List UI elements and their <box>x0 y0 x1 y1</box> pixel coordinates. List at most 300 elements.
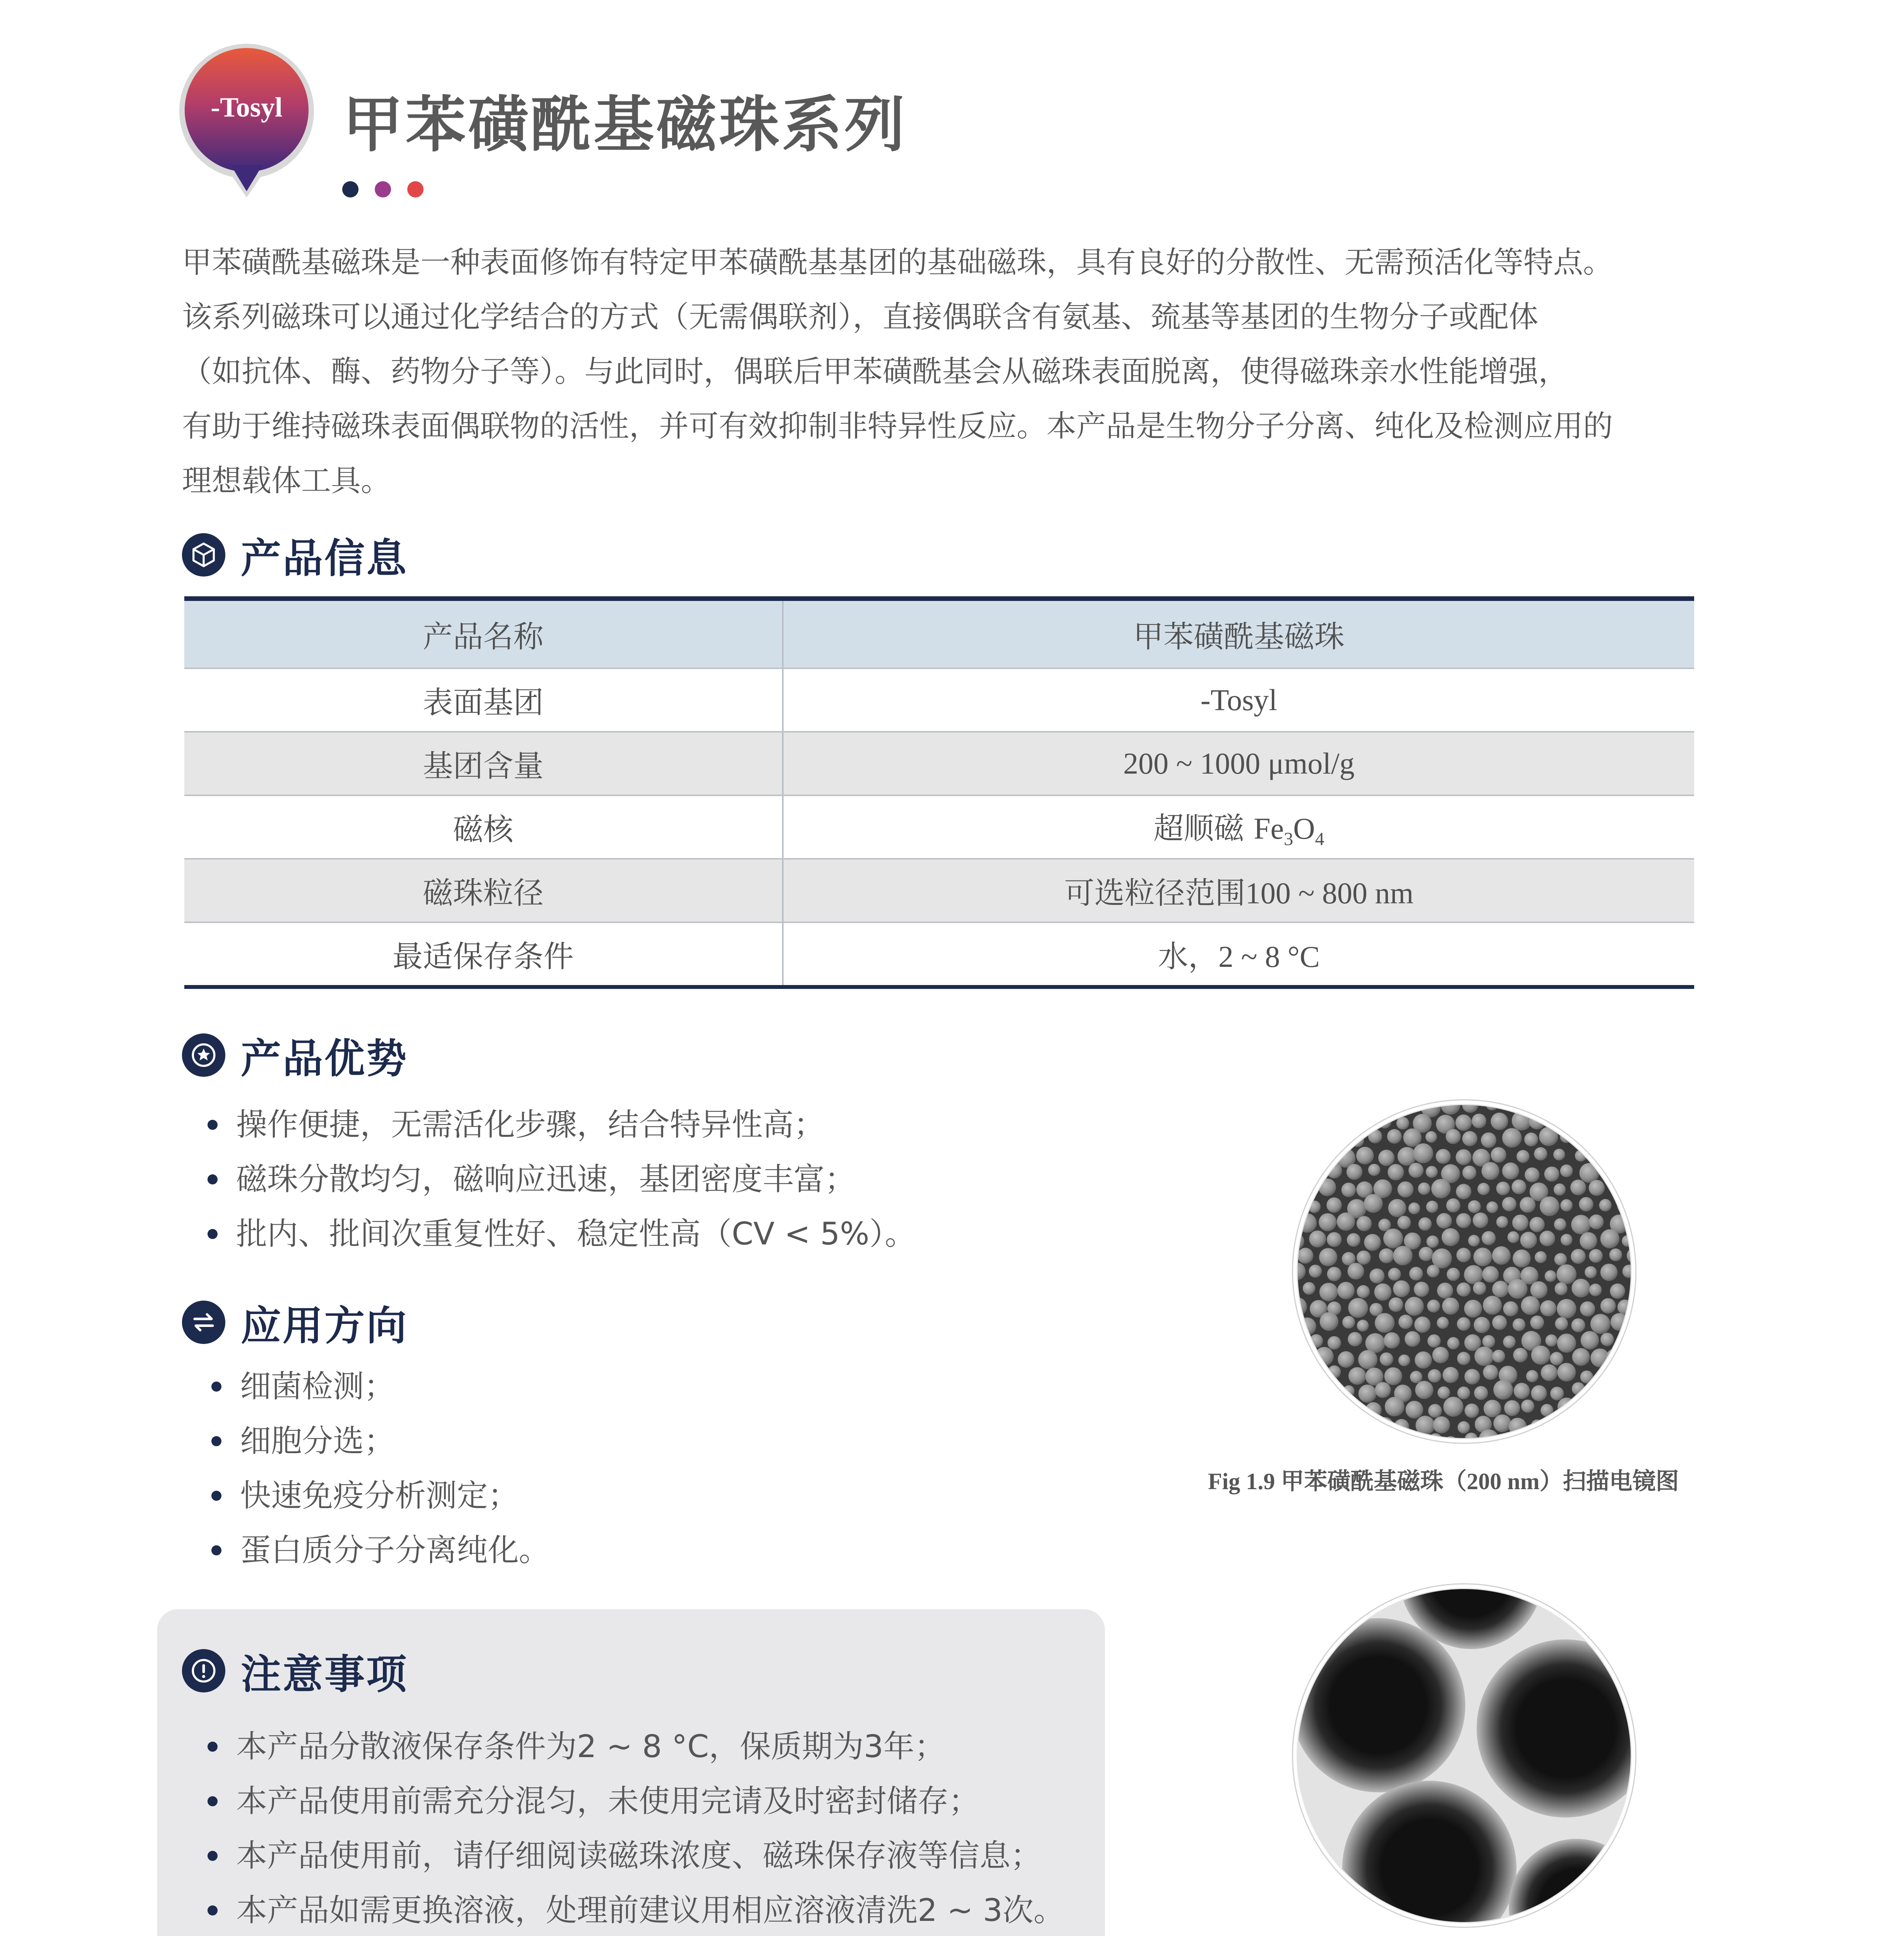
sem-bead <box>1512 1111 1532 1131</box>
table-header-row <box>184 599 1694 668</box>
sem-bead <box>1496 1182 1510 1195</box>
tem-particles-image <box>1298 1589 1631 1922</box>
sem-bead <box>1492 1315 1507 1330</box>
sem-bead <box>1365 1333 1385 1353</box>
row-label: 最适保存条件 <box>184 922 783 987</box>
sem-bead <box>1468 1235 1480 1246</box>
sem-bead <box>1618 1335 1631 1351</box>
sem-bead <box>1462 1131 1477 1146</box>
list-item: 细菌检测； <box>186 1359 550 1414</box>
sem-bead <box>1530 1316 1544 1330</box>
sem-bead <box>1621 1105 1631 1110</box>
sem-bead <box>1394 1419 1409 1434</box>
sem-bead <box>1588 1111 1607 1129</box>
decor-dot-navy <box>342 181 359 197</box>
sem-bead <box>1477 1183 1490 1195</box>
sem-bead <box>1447 1337 1460 1349</box>
section-title: 产品信息 <box>241 535 408 582</box>
sem-bead <box>1557 1334 1576 1352</box>
badge-label: -Tosyl <box>211 92 283 123</box>
sem-bead <box>1570 1116 1587 1132</box>
sem-bead <box>1540 1196 1559 1216</box>
sem-bead <box>1303 1282 1316 1295</box>
list-item: 细胞分选； <box>186 1414 550 1468</box>
sem-bead <box>1298 1213 1317 1233</box>
sem-bead <box>1341 1113 1357 1129</box>
sem-bead <box>1557 1264 1576 1284</box>
sem-bead <box>1365 1402 1382 1418</box>
sem-bead <box>1375 1313 1395 1333</box>
sem-bead <box>1319 1213 1336 1231</box>
sem-bead <box>1613 1115 1625 1127</box>
notes-heading <box>182 1646 408 1696</box>
sem-bead <box>1465 1404 1479 1418</box>
sem-bead <box>1398 1315 1413 1329</box>
sem-bead <box>1572 1382 1585 1395</box>
sem-bead <box>1456 1248 1471 1263</box>
sem-bead <box>1553 1149 1565 1160</box>
table-row <box>184 795 1694 859</box>
sem-bead <box>1358 1350 1377 1370</box>
sem-bead <box>1374 1284 1392 1301</box>
intro-line: 该系列磁珠可以通过化学结合的方式（无需偶联剂），直接偶联含有氨基、巯基等基团的生物分子或配体 <box>182 300 1539 335</box>
sem-bead <box>1530 1217 1545 1232</box>
sem-bead <box>1298 1318 1316 1335</box>
sem-bead <box>1301 1114 1313 1126</box>
sem-bead <box>1599 1199 1612 1212</box>
sem-bead <box>1472 1114 1486 1128</box>
sem-bead <box>1343 1385 1355 1397</box>
sem-bead <box>1375 1382 1391 1398</box>
sem-bead <box>1554 1253 1567 1266</box>
sem-bead <box>1309 1334 1323 1348</box>
decor-dot-purple <box>375 181 391 197</box>
advantages-heading <box>182 1030 408 1080</box>
sem-bead <box>1456 1184 1472 1200</box>
sem-bead <box>1629 1416 1631 1436</box>
sem-bead <box>1447 1268 1460 1281</box>
exclamation-icon <box>182 1649 225 1692</box>
sem-bead <box>1623 1403 1631 1415</box>
figure-caption-sem: Fig 1.9 甲苯磺酰基磁珠（200 nm）扫描电镜图 <box>1208 1469 1679 1494</box>
sem-bead <box>1558 1398 1576 1416</box>
sem-bead <box>1357 1320 1369 1332</box>
sem-bead <box>1337 1282 1355 1299</box>
sem-bead <box>1427 1334 1441 1347</box>
sem-bead <box>1482 1231 1496 1245</box>
sem-bead <box>1418 1183 1431 1195</box>
sem-bead <box>1464 1265 1483 1284</box>
sem-bead <box>1299 1416 1316 1433</box>
sem-bead <box>1520 1197 1535 1213</box>
sem-bead <box>1432 1347 1449 1363</box>
sem-bead <box>1571 1215 1590 1234</box>
list-item: 批内、批间次重复性好、稳定性高（CV < 5%）。 <box>182 1207 916 1261</box>
decor-dot-red <box>407 181 424 197</box>
sem-bead <box>1315 1382 1335 1401</box>
table-header-cell: 产品名称 <box>184 599 783 668</box>
sem-bead <box>1503 1301 1518 1316</box>
sem-bead <box>1456 1149 1472 1165</box>
sem-bead <box>1427 1265 1439 1278</box>
sem-bead <box>1585 1266 1597 1278</box>
sem-bead <box>1596 1397 1614 1416</box>
row-value: 200 ~ 1000 μmol/g <box>783 732 1694 795</box>
sem-bead <box>1525 1167 1539 1182</box>
sem-bead <box>1403 1128 1422 1146</box>
value-prefix: 可选粒径范围 <box>1064 876 1245 911</box>
sem-bead <box>1491 1147 1506 1163</box>
sem-bead <box>1516 1150 1529 1163</box>
sem-bead <box>1600 1264 1618 1281</box>
sem-bead <box>1581 1331 1599 1349</box>
sem-bead <box>1580 1371 1593 1383</box>
list-item: 本产品如需更换溶液，处理前建议用相应溶液清洗2 ~ 3次。 <box>182 1883 1065 1936</box>
sem-bead <box>1535 1251 1547 1263</box>
sem-bead <box>1457 1282 1471 1296</box>
sem-bead <box>1524 1105 1537 1110</box>
sem-bead <box>1509 1418 1527 1436</box>
sem-bead <box>1347 1164 1362 1180</box>
sem-bead <box>1298 1198 1303 1214</box>
sem-bead <box>1503 1335 1516 1348</box>
sem-bead <box>1621 1131 1631 1146</box>
page-title: 甲苯磺酰基磁珠系列 <box>343 89 907 160</box>
sem-bead <box>1591 1383 1609 1401</box>
row-label: 磁珠粒径 <box>184 859 783 922</box>
row-value <box>783 922 1694 987</box>
table-header-cell: 甲苯磺酰基磁珠 <box>783 599 1694 668</box>
sem-bead <box>1455 1114 1472 1131</box>
sem-bead <box>1619 1364 1631 1383</box>
sem-bead <box>1442 1298 1459 1315</box>
sem-bead <box>1513 1318 1525 1331</box>
sem-bead <box>1521 1296 1540 1315</box>
sem-bead <box>1328 1336 1341 1350</box>
sem-bead <box>1628 1352 1631 1368</box>
value-prefix: 水， <box>1158 939 1219 974</box>
sem-bead <box>1442 1228 1460 1246</box>
list-item: 蛋白质分子分离纯化。 <box>186 1523 550 1577</box>
sem-bead <box>1492 1246 1511 1265</box>
applications-heading <box>182 1297 408 1347</box>
sem-bead <box>1473 1282 1486 1295</box>
list-item: 本产品使用前需充分混匀，未使用完请及时密封储存； <box>182 1774 1065 1828</box>
sem-bead <box>1589 1284 1602 1296</box>
sem-bead <box>1531 1385 1547 1401</box>
sem-bead <box>1557 1299 1576 1318</box>
sem-bead <box>1359 1419 1376 1436</box>
sem-bead <box>1475 1347 1494 1366</box>
sem-bead <box>1446 1129 1461 1144</box>
sem-bead <box>1437 1317 1449 1329</box>
sem-bead <box>1298 1134 1305 1148</box>
sem-bead <box>1540 1231 1555 1246</box>
section-title: 应用方向 <box>241 1302 408 1349</box>
sem-bead <box>1357 1285 1370 1298</box>
sem-bead <box>1464 1300 1482 1318</box>
sem-bead <box>1468 1200 1481 1213</box>
sem-bead <box>1589 1180 1605 1196</box>
sem-bead <box>1502 1197 1516 1211</box>
sem-bead <box>1359 1385 1377 1403</box>
sem-bead <box>1398 1147 1416 1165</box>
sem-bead <box>1492 1350 1505 1363</box>
product-info-table <box>184 596 1694 989</box>
sem-bead <box>1627 1213 1631 1231</box>
sem-bead <box>1389 1436 1402 1438</box>
sem-bead <box>1427 1299 1440 1312</box>
sem-bead <box>1534 1147 1547 1160</box>
sem-bead <box>1298 1149 1314 1167</box>
sem-bead <box>1415 1416 1435 1435</box>
sem-bead <box>1388 1268 1401 1280</box>
sem-bead <box>1599 1164 1613 1179</box>
product-info-heading <box>182 530 408 580</box>
sem-bead <box>1396 1117 1409 1129</box>
sem-bead <box>1491 1113 1508 1130</box>
sem-bead <box>1474 1386 1488 1400</box>
value-suffix: 2 ~ 8 °C <box>1218 940 1320 973</box>
sem-bead <box>1342 1316 1355 1329</box>
sem-bead <box>1457 1317 1470 1331</box>
sem-bead <box>1606 1348 1626 1368</box>
sem-bead <box>1502 1128 1521 1148</box>
sem-bead <box>1521 1400 1534 1413</box>
sem-bead <box>1443 1367 1459 1383</box>
applications-list <box>186 1359 550 1577</box>
sem-bead <box>1348 1263 1364 1280</box>
sem-bead <box>1406 1401 1424 1419</box>
intro-paragraph <box>182 235 1727 508</box>
sem-bead <box>1458 1421 1470 1434</box>
sem-bead <box>1326 1105 1343 1116</box>
sem-bead <box>1327 1232 1341 1247</box>
sem-bead <box>1398 1181 1414 1198</box>
intro-line: 甲苯磺酰基磁珠是一种表面修饰有特定甲苯磺酰基基团的基础磁珠，具有良好的分散性、无需预活化等特点。 <box>182 245 1613 280</box>
sem-bead <box>1348 1367 1366 1385</box>
sem-bead <box>1419 1217 1432 1231</box>
sem-image <box>1298 1105 1631 1438</box>
sem-bead <box>1419 1247 1433 1261</box>
sem-bead <box>1600 1229 1619 1248</box>
sem-bead <box>1436 1213 1452 1229</box>
sem-bead <box>1539 1127 1558 1146</box>
sem-bead <box>1309 1265 1322 1278</box>
sem-bead <box>1571 1249 1585 1264</box>
sem-bead <box>1437 1283 1453 1299</box>
sem-bead <box>1428 1404 1442 1418</box>
section-title: 注意事项 <box>241 1651 408 1698</box>
table-row <box>184 922 1694 987</box>
sem-bead <box>1308 1201 1321 1213</box>
sem-bead <box>1368 1129 1382 1143</box>
tosyl-badge <box>177 42 316 204</box>
sem-bead <box>1610 1284 1625 1299</box>
sem-bead <box>1318 1149 1336 1167</box>
sem-bead <box>1554 1184 1566 1196</box>
sem-bead <box>1474 1317 1490 1333</box>
sem-bead <box>1341 1183 1356 1197</box>
sem-bead <box>1380 1352 1393 1366</box>
sem-bead <box>1298 1248 1313 1264</box>
sem-bead <box>1364 1194 1383 1213</box>
sem-bead <box>1308 1105 1324 1113</box>
sem-bead <box>1364 1234 1381 1251</box>
sem-bead <box>1298 1436 1303 1438</box>
sem-bead <box>1493 1380 1513 1400</box>
advantages-list <box>182 1097 916 1261</box>
table-row <box>184 859 1694 922</box>
sem-bead <box>1580 1163 1599 1183</box>
sem-bead <box>1319 1248 1337 1266</box>
sem-bead <box>1436 1149 1451 1164</box>
table-row <box>184 668 1694 732</box>
sem-bead <box>1348 1298 1368 1318</box>
sem-bead <box>1481 1133 1496 1148</box>
sem-bead <box>1580 1301 1595 1316</box>
sem-bead <box>1492 1281 1509 1298</box>
sem-bead <box>1483 1365 1498 1380</box>
sem-bead <box>1512 1179 1527 1194</box>
row-label: 基团含量 <box>184 732 783 795</box>
sem-bead <box>1368 1164 1380 1176</box>
sem-bead <box>1408 1105 1421 1112</box>
intro-line: 有助于维持磁珠表面偶联物的活性，并可有效抑制非特异性反应。本产品是生物分子分离、纯化及检测应用的 <box>182 409 1613 444</box>
sem-bead <box>1426 1166 1438 1178</box>
sem-bead <box>1513 1348 1527 1362</box>
sem-bead <box>1526 1370 1539 1382</box>
sem-bead <box>1560 1130 1573 1143</box>
sem-bead <box>1427 1236 1439 1248</box>
tem-image <box>1298 1589 1631 1922</box>
sem-bead <box>1425 1131 1437 1143</box>
sem-bead <box>1405 1331 1420 1347</box>
sem-bead <box>1544 1167 1559 1182</box>
sem-bead <box>1558 1363 1576 1382</box>
sem-bead <box>1302 1183 1316 1197</box>
sem-bead <box>1572 1279 1590 1298</box>
sem-bead <box>1540 1404 1553 1417</box>
sem-bead <box>1611 1313 1628 1331</box>
sem-bead <box>1298 1164 1307 1178</box>
sem-bead <box>1431 1179 1451 1198</box>
sem-bead <box>1589 1249 1603 1263</box>
sem-bead <box>1524 1133 1538 1146</box>
sem-bead <box>1415 1381 1433 1399</box>
sem-bead <box>1555 1317 1568 1330</box>
sem-bead <box>1520 1232 1537 1248</box>
sem-bead <box>1473 1248 1492 1266</box>
sem-bead <box>1378 1150 1395 1166</box>
sem-bead <box>1628 1386 1631 1400</box>
sem-bead <box>1521 1435 1536 1438</box>
sem-bead <box>1410 1371 1422 1383</box>
sem-bead <box>1602 1432 1618 1438</box>
sem-bead <box>1600 1367 1612 1379</box>
row-value <box>783 859 1694 922</box>
sem-bead <box>1387 1129 1402 1144</box>
sem-bead <box>1570 1179 1586 1195</box>
intro-line: （如抗体、酶、药物分子等）。与此同时，偶联后甲苯磺酰基会从磁珠表面脱离，使得磁珠亲水性能增强， <box>182 355 1568 389</box>
list-item: 本产品使用前，请仔细阅读磁珠浓度、磁珠保存液等信息； <box>182 1828 1065 1883</box>
sem-bead <box>1560 1105 1573 1114</box>
sem-bead <box>1384 1332 1400 1349</box>
sem-bead <box>1388 1199 1407 1217</box>
sem-bead <box>1398 1354 1410 1366</box>
sem-bead <box>1549 1110 1569 1130</box>
sem-bead <box>1572 1348 1590 1366</box>
sem-bead <box>1446 1198 1461 1213</box>
sem-bead <box>1298 1105 1304 1112</box>
sem-bead <box>1413 1143 1433 1163</box>
sem-bead <box>1502 1162 1519 1179</box>
sem-bead <box>1328 1400 1341 1413</box>
sem-bead <box>1368 1105 1384 1111</box>
sem-bead <box>1550 1352 1563 1366</box>
sem-bead <box>1310 1404 1324 1418</box>
sem-bead <box>1591 1418 1607 1434</box>
sem-bead <box>1393 1246 1412 1265</box>
row-label: 磁核 <box>184 795 783 859</box>
sem-bead <box>1590 1349 1609 1368</box>
sem-bead <box>1581 1400 1597 1416</box>
sem-bead <box>1588 1145 1606 1162</box>
sem-bead <box>1383 1229 1403 1248</box>
sem-bead <box>1315 1347 1334 1366</box>
sem-bead <box>1561 1234 1573 1246</box>
row-value <box>783 795 1694 859</box>
sem-bead <box>1389 1298 1403 1312</box>
sem-bead <box>1328 1435 1340 1438</box>
sem-bead <box>1609 1150 1623 1164</box>
sem-bead <box>1437 1387 1450 1399</box>
sem-bead <box>1465 1369 1480 1384</box>
sem-bead <box>1337 1212 1355 1231</box>
row-value: -Tosyl <box>783 668 1694 732</box>
sem-bead <box>1316 1416 1335 1436</box>
sem-bead <box>1576 1430 1595 1438</box>
sem-bead <box>1309 1166 1325 1183</box>
sem-bead <box>1544 1105 1558 1112</box>
sem-bead <box>1530 1281 1547 1298</box>
notes-list <box>182 1719 1065 1936</box>
sem-bead <box>1298 1332 1309 1352</box>
sem-bead <box>1462 1165 1476 1179</box>
sem-bead <box>1590 1314 1611 1334</box>
sem-bead <box>1616 1166 1631 1183</box>
row-label: 表面基团 <box>184 668 783 732</box>
sem-particles-image <box>1298 1105 1631 1438</box>
sem-bead <box>1551 1416 1564 1430</box>
list-item: 磁珠分散均匀，磁响应迅速，基团密度丰富； <box>182 1152 916 1207</box>
sem-bead <box>1456 1213 1471 1228</box>
sem-bead <box>1589 1215 1604 1229</box>
sem-bead <box>1348 1332 1362 1346</box>
sem-bead <box>1299 1382 1319 1402</box>
star-badge-icon <box>182 1033 225 1077</box>
sem-bead <box>1349 1437 1364 1438</box>
sem-bead <box>1326 1198 1342 1213</box>
sem-bead <box>1393 1280 1410 1298</box>
sem-bead <box>1482 1162 1499 1180</box>
sem-bead <box>1356 1112 1375 1131</box>
sem-bead <box>1328 1365 1341 1378</box>
sem-bead <box>1573 1418 1590 1435</box>
sem-bead <box>1600 1298 1616 1314</box>
sem-bead <box>1550 1387 1564 1400</box>
sem-bead <box>1579 1128 1595 1145</box>
